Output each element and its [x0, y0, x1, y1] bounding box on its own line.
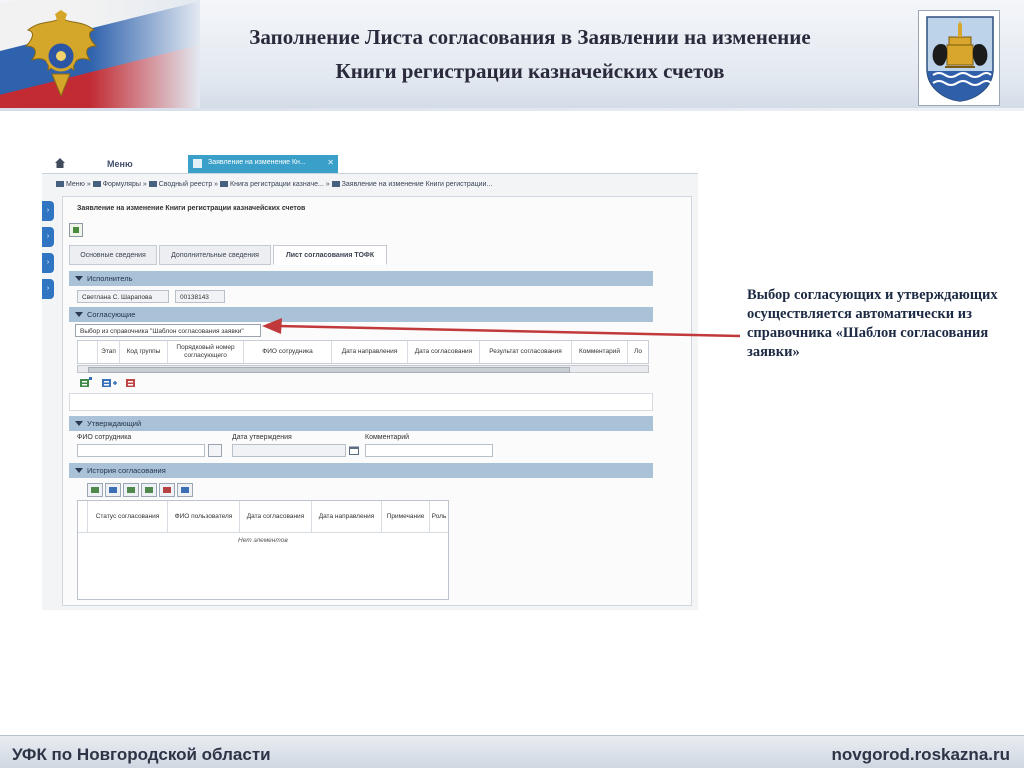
column-header[interactable]: ФИО пользователя	[168, 501, 240, 533]
column-header[interactable]: Роль	[430, 501, 448, 533]
form-panel	[62, 196, 692, 606]
breadcrumb: Меню » Формуляры » Сводный реестр » Книга регистрации казначе... » Заявление на изменение Книги регистрации...	[56, 181, 492, 188]
confirmer-date-field[interactable]	[232, 444, 346, 457]
add-row-icon[interactable]	[101, 377, 117, 389]
treasury-emblem-icon	[22, 10, 100, 102]
app-topbar	[42, 153, 698, 174]
side-toolbar	[42, 201, 54, 305]
column-header[interactable]: Примечание	[382, 501, 430, 533]
column-header[interactable]: ФИО сотрудника	[244, 341, 332, 363]
history-empty-message: Нет элементов	[238, 537, 288, 544]
approvers-grid-header	[77, 340, 649, 364]
app-screenshot	[42, 153, 698, 610]
column-checkbox[interactable]	[78, 341, 98, 363]
column-header[interactable]: Этап	[98, 341, 120, 363]
column-header[interactable]: Код группы	[120, 341, 168, 363]
breadcrumb-item[interactable]: Заявление на изменение Книги регистрации...	[341, 181, 493, 188]
breadcrumb-item[interactable]: Сводный реестр	[158, 181, 213, 188]
history-edit-icon[interactable]	[105, 483, 121, 497]
slide-title	[150, 20, 910, 88]
confirmer-comment-label: Комментарий	[365, 434, 410, 441]
lookup-icon[interactable]	[208, 444, 222, 457]
section-history-label: История согласования	[87, 466, 166, 475]
collapse-icon	[75, 468, 83, 473]
footer-website[interactable]: novgorod.roskazna.ru	[831, 745, 1010, 764]
side-tab-4[interactable]: ›	[42, 279, 54, 299]
side-tab-1[interactable]: ›	[42, 201, 54, 221]
header-separator	[0, 108, 1024, 111]
confirmer-comment-field[interactable]	[365, 444, 493, 457]
close-icon[interactable]: ✕	[327, 158, 334, 167]
calendar-icon[interactable]	[349, 446, 359, 455]
history-add-icon[interactable]	[87, 483, 103, 497]
approvers-grid-body	[69, 393, 653, 411]
template-select-button[interactable]: Выбор из справочника "Шаблон согласования заявки"	[75, 324, 261, 337]
add-group-icon[interactable]	[79, 377, 93, 389]
delete-row-icon[interactable]	[125, 377, 139, 389]
document-icon	[193, 159, 202, 168]
save-button[interactable]	[69, 223, 83, 237]
menu-button[interactable]: Меню	[107, 159, 133, 169]
collapse-icon	[75, 276, 83, 281]
column-header[interactable]: Дата согласования	[408, 341, 480, 363]
folder-icon	[56, 181, 64, 187]
column-header[interactable]: Результат согласования	[480, 341, 572, 363]
breadcrumb-item[interactable]: Меню	[66, 181, 85, 188]
annotation-note: Выбор согласующих и утверждающих осуществляется автоматически из справочника «Шаблон согласования заявки»	[747, 287, 998, 360]
home-icon[interactable]	[54, 157, 66, 169]
collapse-icon	[75, 312, 83, 317]
side-tab-3[interactable]: ›	[42, 253, 54, 273]
folder-icon	[220, 181, 228, 187]
executor-code-field[interactable]: 00138143	[175, 290, 225, 303]
section-approvers[interactable]	[69, 307, 653, 322]
history-filter-icon[interactable]	[141, 483, 157, 497]
scrollbar-thumb[interactable]	[88, 367, 570, 373]
confirmer-employee-field[interactable]	[77, 444, 205, 457]
slide-title-line1: Заполнение Листа согласования в Заявлении на изменение	[249, 25, 811, 49]
footer-organization: УФК по Новгородской области	[12, 745, 271, 764]
tab-application-label: Заявление на изменение Кн...	[208, 159, 306, 166]
form-title: Заявление на изменение Книги регистрации казначейских счетов	[77, 205, 306, 212]
column-header[interactable]: Ло	[634, 348, 642, 355]
column-header[interactable]: Статус согласования	[88, 501, 168, 533]
history-refresh-icon[interactable]	[123, 483, 139, 497]
column-header[interactable]: Порядковый номер согласующего	[168, 341, 244, 363]
column-header[interactable]: Дата направления	[312, 501, 382, 533]
history-clear-filter-icon[interactable]	[159, 483, 175, 497]
column-header[interactable]: Комментарий	[572, 341, 628, 363]
tab-additional-info[interactable]: Дополнительные сведения	[159, 245, 271, 265]
side-tab-2[interactable]: ›	[42, 227, 54, 247]
collapse-icon	[75, 421, 83, 426]
novgorod-coat-of-arms-icon	[925, 15, 995, 103]
section-executor[interactable]	[69, 271, 653, 286]
approvers-scrollbar[interactable]	[77, 365, 649, 373]
slide-header	[0, 0, 1024, 110]
column-header[interactable]: Дата направления	[332, 341, 408, 363]
folder-icon	[93, 181, 101, 187]
folder-icon	[149, 181, 157, 187]
coat-of-arms	[918, 10, 1000, 106]
section-executor-label: Исполнитель	[87, 274, 133, 283]
section-approvers-label: Согласующие	[87, 310, 136, 319]
confirmer-employee-label: ФИО сотрудника	[77, 434, 132, 441]
tab-application[interactable]	[188, 155, 338, 173]
column-checkbox[interactable]	[78, 501, 88, 533]
history-grid	[77, 500, 449, 600]
tab-approval-sheet[interactable]: Лист согласования ТОФК	[273, 245, 387, 265]
slide-footer	[0, 735, 1024, 768]
executor-name-field[interactable]: Светлана С. Шарапова	[77, 290, 169, 303]
slide-title-line2: Книги регистрации казначейских счетов	[335, 59, 725, 83]
history-print-icon[interactable]	[177, 483, 193, 497]
section-confirmer-label: Утверждающий	[87, 419, 142, 428]
column-header[interactable]: Дата согласования	[240, 501, 312, 533]
breadcrumb-item[interactable]: Формуляры	[102, 181, 141, 188]
section-history[interactable]	[69, 463, 653, 478]
section-confirmer[interactable]	[69, 416, 653, 431]
breadcrumb-item[interactable]: Книга регистрации казначе...	[230, 181, 324, 188]
tab-main-info[interactable]: Основные сведения	[69, 245, 157, 265]
document-icon	[332, 181, 340, 187]
confirmer-date-label: Дата утверждения	[232, 434, 292, 441]
